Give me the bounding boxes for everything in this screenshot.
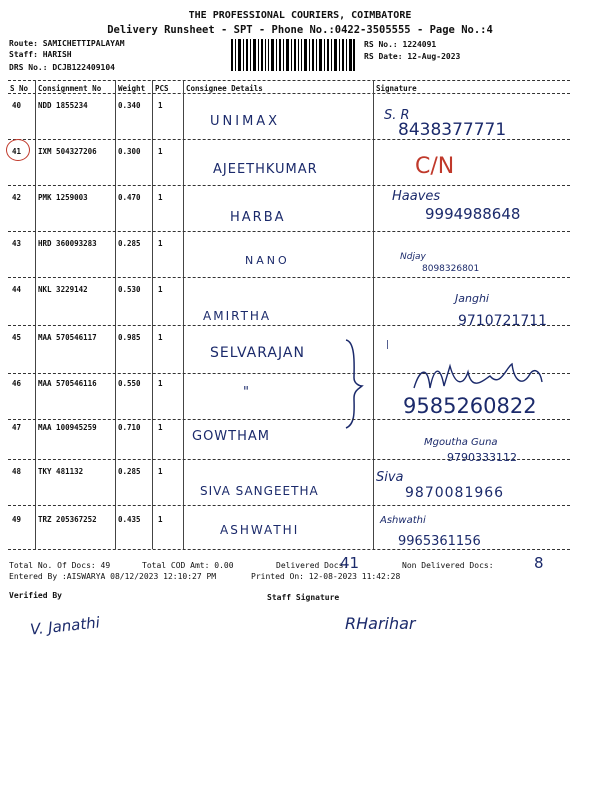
entered-by: Entered By :AISWARYA 08/12/2023 12:10:27 PM xyxy=(9,572,217,581)
runsheet-subtitle: Delivery Runsheet - SPT - Phone No.:0422-3505555 - Page No.:4 xyxy=(107,24,493,36)
row-pcs: 1 xyxy=(158,239,163,248)
row-sno: 40 xyxy=(12,101,22,110)
row-consignee: NANO xyxy=(245,254,290,267)
row-pcs: 1 xyxy=(158,333,163,342)
row-sno: 42 xyxy=(12,193,22,202)
row-sno: 44 xyxy=(12,285,22,294)
row-signature: C/N xyxy=(415,154,455,179)
row-pcs: 1 xyxy=(158,193,163,202)
row-pcs: 1 xyxy=(158,285,163,294)
column-divider xyxy=(115,80,116,549)
row-weight: 0.285 xyxy=(118,239,141,248)
row-consignment: MAA 570546116 xyxy=(38,379,97,388)
row-pcs: 1 xyxy=(158,101,163,110)
row-weight: 0.530 xyxy=(118,285,141,294)
signature-scribble xyxy=(410,358,560,398)
column-divider xyxy=(35,80,36,549)
col-header-pcs: PCS xyxy=(155,84,169,93)
row-divider xyxy=(8,231,570,232)
delivered-docs-label: Delivered Docs: xyxy=(276,561,349,570)
row-divider xyxy=(8,185,570,186)
verified-by-label: Verified By xyxy=(9,591,62,600)
header-bottom-rule xyxy=(8,93,570,94)
verified-signature: V. Janathi xyxy=(29,613,101,639)
row-consignee: AMIRTHA xyxy=(203,309,272,323)
row-weight: 0.710 xyxy=(118,423,141,432)
squiggle-mark: | xyxy=(386,340,390,350)
row-pcs: 1 xyxy=(158,379,163,388)
row-consignment: IXM 504327206 xyxy=(38,147,97,156)
row-sno: 45 xyxy=(12,333,22,342)
row-sno: 41 xyxy=(12,147,22,156)
row-weight: 0.550 xyxy=(118,379,141,388)
row-consignee: HARBA xyxy=(230,210,286,225)
company-name: THE PROFESSIONAL COURIERS, COIMBATORE xyxy=(188,10,412,21)
row-weight: 0.285 xyxy=(118,467,141,476)
row-pcs: 1 xyxy=(158,147,163,156)
total-docs: Total No. Of Docs: 49 xyxy=(9,561,111,570)
row-signature: Siva xyxy=(376,470,404,485)
row-consignment: TRZ 205367252 xyxy=(38,515,97,524)
row-pcs: 1 xyxy=(158,423,163,432)
row-weight: 0.300 xyxy=(118,147,141,156)
row-consignment: MAA 100945259 xyxy=(38,423,97,432)
col-header-consignee: Consignee Details xyxy=(186,84,263,93)
row-weight: 0.470 xyxy=(118,193,141,202)
row-sno: 49 xyxy=(12,515,22,524)
row-consignee: SIVA SANGEETHA xyxy=(200,484,319,498)
column-divider xyxy=(152,80,153,549)
row-consignee: ASHWATHI xyxy=(220,523,300,537)
row-divider xyxy=(8,419,570,420)
col-header-consignment: Consignment No xyxy=(38,84,102,93)
row-divider xyxy=(8,277,570,278)
staff-signature-label: Staff Signature xyxy=(267,593,340,602)
row-sno: 46 xyxy=(12,379,22,388)
table-top-rule xyxy=(8,80,570,81)
row-weight: 0.435 xyxy=(118,515,141,524)
row-weight: 0.985 xyxy=(118,333,141,342)
row-sno: 47 xyxy=(12,423,22,432)
col-header-signature: Signature xyxy=(376,84,417,93)
staff-label: Staff: HARISH xyxy=(9,50,72,59)
col-header-sno: S No xyxy=(10,84,29,93)
row-signature: Haaves xyxy=(392,189,441,204)
row-pcs: 1 xyxy=(158,467,163,476)
row-signature: Ndjay xyxy=(400,252,426,262)
row-phone: 9790333112 xyxy=(447,451,517,464)
row-phone: 9710721711 xyxy=(458,313,548,329)
row-weight: 0.340 xyxy=(118,101,141,110)
route-label: Route: SAMICHETTIPALAYAM xyxy=(9,39,125,48)
row-phone: 9994988648 xyxy=(425,205,521,223)
row-phone: 8438377771 xyxy=(398,120,507,140)
row-phone: 9965361156 xyxy=(398,534,481,549)
col-header-weight: Weight xyxy=(118,84,146,93)
row-divider xyxy=(8,505,570,506)
row-phone: 9585260822 xyxy=(403,394,537,418)
row-consignment: NDD 1855234 xyxy=(38,101,88,110)
non-delivered-docs-value: 8 xyxy=(534,554,544,572)
row-consignment: PMK 1259003 xyxy=(38,193,88,202)
row-consignee: SELVARAJAN xyxy=(210,345,305,361)
column-divider xyxy=(373,80,374,549)
row-signature: Mgoutha Guna xyxy=(424,437,498,448)
drs-number: DRS No.: DCJB122409104 xyxy=(9,63,115,72)
row-consignee: AJEETHKUMAR xyxy=(213,162,318,177)
row-consignment: HRD 360093283 xyxy=(38,239,97,248)
total-cod: Total COD Amt: 0.00 xyxy=(142,561,234,570)
brace-mark xyxy=(342,338,366,430)
staff-signature: RHarihar xyxy=(345,614,416,633)
rs-date: RS Date: 12-Aug-2023 xyxy=(364,52,461,61)
delivered-docs-value: 41 xyxy=(340,554,360,572)
row-consignment: TKY 481132 xyxy=(38,467,84,476)
row-consignee: UNIMAX xyxy=(210,114,281,129)
printed-on: Printed On: 12-08-2023 11:42:28 xyxy=(251,572,401,581)
column-divider xyxy=(183,80,184,549)
row-consignee: " xyxy=(243,385,249,400)
row-consignment: MAA 570546117 xyxy=(38,333,97,342)
row-sno: 43 xyxy=(12,239,22,248)
row-consignee: GOWTHAM xyxy=(192,429,270,444)
non-delivered-docs-label: Non Delivered Docs: xyxy=(402,561,494,570)
row-signature: Ashwathi xyxy=(380,515,426,526)
row-sno: 48 xyxy=(12,467,22,476)
row-phone: 8098326801 xyxy=(422,264,480,274)
table-bottom-rule xyxy=(8,549,570,550)
barcode xyxy=(231,39,355,71)
row-signature: Janghi xyxy=(455,292,489,305)
rs-number: RS No.: 1224091 xyxy=(364,40,437,49)
row-consignment: NKL 3229142 xyxy=(38,285,88,294)
row-pcs: 1 xyxy=(158,515,163,524)
row-signature: S. R xyxy=(384,108,410,123)
row-phone: 9870081966 xyxy=(405,485,505,501)
